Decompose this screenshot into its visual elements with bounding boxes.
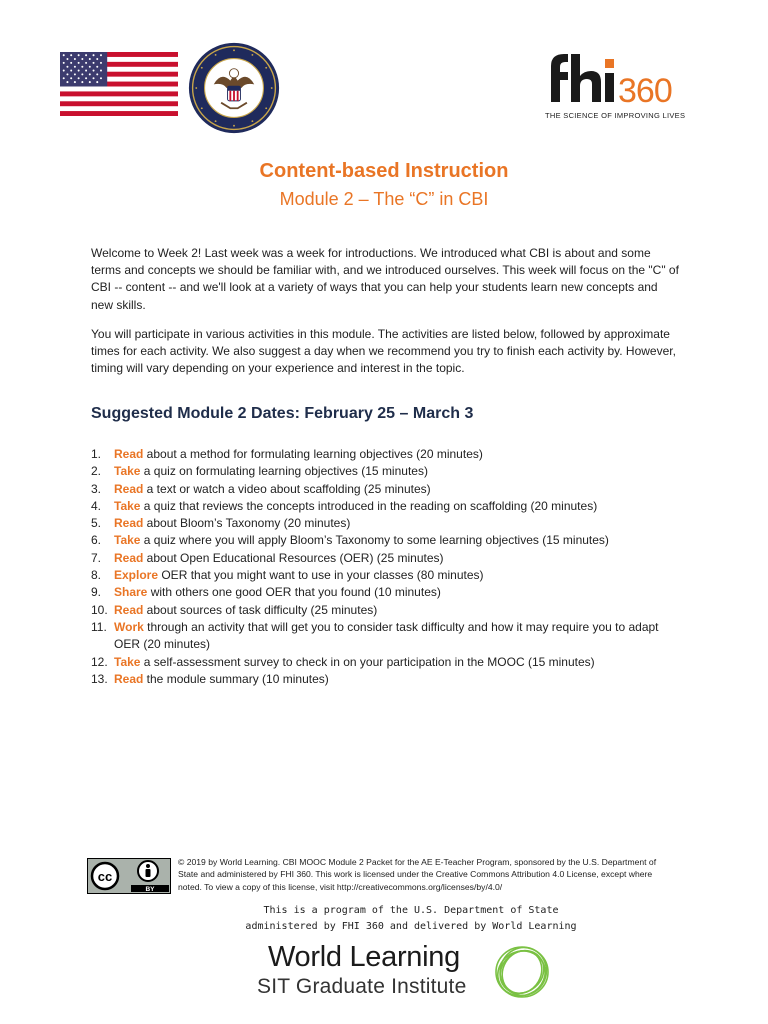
activity-description: through an activity that will get you to consider task difficulty and how it may require you to adapt OER (20 minutes) [114, 619, 659, 652]
activity-description: about Open Educational Resources (OER) (25 minutes) [143, 550, 444, 565]
section-heading: Suggested Module 2 Dates: February 25 – March 3 [91, 405, 474, 422]
activity-item [91, 619, 681, 654]
activity-item [91, 602, 681, 619]
activity-number: 7. [91, 550, 102, 565]
activity-description: a self-assessment survey to check in on your participation in the MOOC (15 minutes) [140, 654, 595, 669]
activity-verb: Take [114, 498, 141, 513]
document-title: Content-based Instruction [259, 160, 509, 182]
activity-item [91, 498, 681, 515]
activity-verb: Work [114, 619, 144, 634]
activity-verb: Read [114, 671, 144, 686]
activity-description: a quiz that reviews the concepts introduced in the reading on scaffolding (20 minutes) [140, 498, 598, 513]
license-text: © 2019 by World Learning. CBI MOOC Module 2 Packet for the AE E-Teacher Program, sponsored by the U.S. Department of State and administered by FHI 360. This work is licensed under the Creative Commons Attribution 4.0 License, except where noted. To view a copy of this license, visit http://creativecommons.org/licenses/by/4.0/ [178, 857, 657, 892]
activity-number: 5. [91, 516, 102, 531]
document-subtitle: Module 2 – The “C” in CBI [279, 189, 489, 209]
activity-item [91, 515, 681, 532]
activity-item [91, 446, 681, 463]
cc-by-license-icon [87, 858, 171, 894]
department-of-state-seal-icon [188, 42, 280, 134]
program-note-line-1: This is a program of the U.S. Department of State [263, 905, 559, 916]
activity-description: about Bloom’s Taxonomy (20 minutes) [143, 516, 351, 531]
activity-number: 13. [91, 671, 108, 686]
activity-item [91, 671, 681, 688]
activity-verb: Read [114, 516, 144, 531]
activity-number: 2. [91, 464, 102, 479]
activity-number: 3. [91, 481, 102, 496]
activity-number: 12. [91, 654, 108, 669]
activity-item [91, 584, 681, 601]
activity-verb: Read [114, 602, 144, 617]
activity-description: a text or watch a video about scaffolding (25 minutes) [143, 481, 431, 496]
activity-verb: Take [114, 464, 141, 479]
activity-verb: Share [114, 585, 148, 600]
activity-description: a quiz on formulating learning objectives (15 minutes) [140, 464, 428, 479]
activity-number: 10. [91, 602, 108, 617]
activity-description: about a method for formulating learning objectives (20 minutes) [143, 447, 483, 461]
program-note-line-2: administered by FHI 360 and delivered by World Learning [245, 921, 577, 932]
us-flag-icon [60, 52, 178, 116]
activity-item [91, 550, 681, 567]
activity-number: 8. [91, 568, 102, 583]
svg-text:cc: cc [97, 869, 113, 884]
activity-number: 4. [91, 498, 102, 513]
intro-paragraph: Welcome to Week 2! Last week was a week for introductions. We introduced what CBI is about and some terms and concepts we should be familiar with, and we introduced ourselves. This week will focus on the "C" of CBI -- content -- and we'll look at a variety of ways that you can help your students learn new concepts and new skills. [91, 246, 679, 312]
fhi360-tagline: THE SCIENCE OF IMPROVING LIVES [545, 111, 686, 120]
activity-verb: Read [114, 481, 144, 496]
activity-description: with others one good OER that you found (10 minutes) [147, 585, 441, 600]
world-learning-circle-icon [492, 942, 552, 1002]
cc-badge-label: BY [145, 886, 155, 893]
activity-item [91, 532, 681, 549]
sit-graduate-institute-name: SIT Graduate Institute [257, 975, 467, 998]
activity-number: 11. [91, 619, 107, 634]
activity-verb: Read [114, 550, 144, 565]
activity-verb: Take [114, 533, 141, 548]
activity-number: 6. [91, 533, 102, 548]
activity-description: OER that you might want to use in your classes (80 minutes) [158, 568, 484, 583]
activity-item [91, 654, 681, 671]
activity-description: a quiz where you will apply Bloom’s Taxonomy to some learning objectives (15 minutes) [140, 533, 609, 548]
svg-text:360: 360 [618, 72, 672, 110]
activity-number: 1. [91, 447, 102, 461]
activity-verb: Explore [114, 568, 159, 583]
activity-verb: Read [114, 447, 144, 461]
activity-item [91, 463, 681, 480]
world-learning-name: World Learning [268, 941, 460, 973]
activity-number: 9. [91, 585, 102, 600]
activity-item [91, 481, 681, 498]
activity-description: about sources of task difficulty (25 minutes) [143, 602, 378, 617]
activity-item [91, 567, 681, 584]
activity-description: the module summary (10 minutes) [143, 671, 329, 686]
activity-list [91, 446, 681, 688]
activity-verb: Take [114, 654, 141, 669]
activities-overview-paragraph: You will participate in various activities in this module. The activities are listed below, followed by approximate times for each activity. We also suggest a day when we recommend you try to finish each activity by. However, timing will vary depending on your experience and interest in the topic. [91, 327, 676, 376]
